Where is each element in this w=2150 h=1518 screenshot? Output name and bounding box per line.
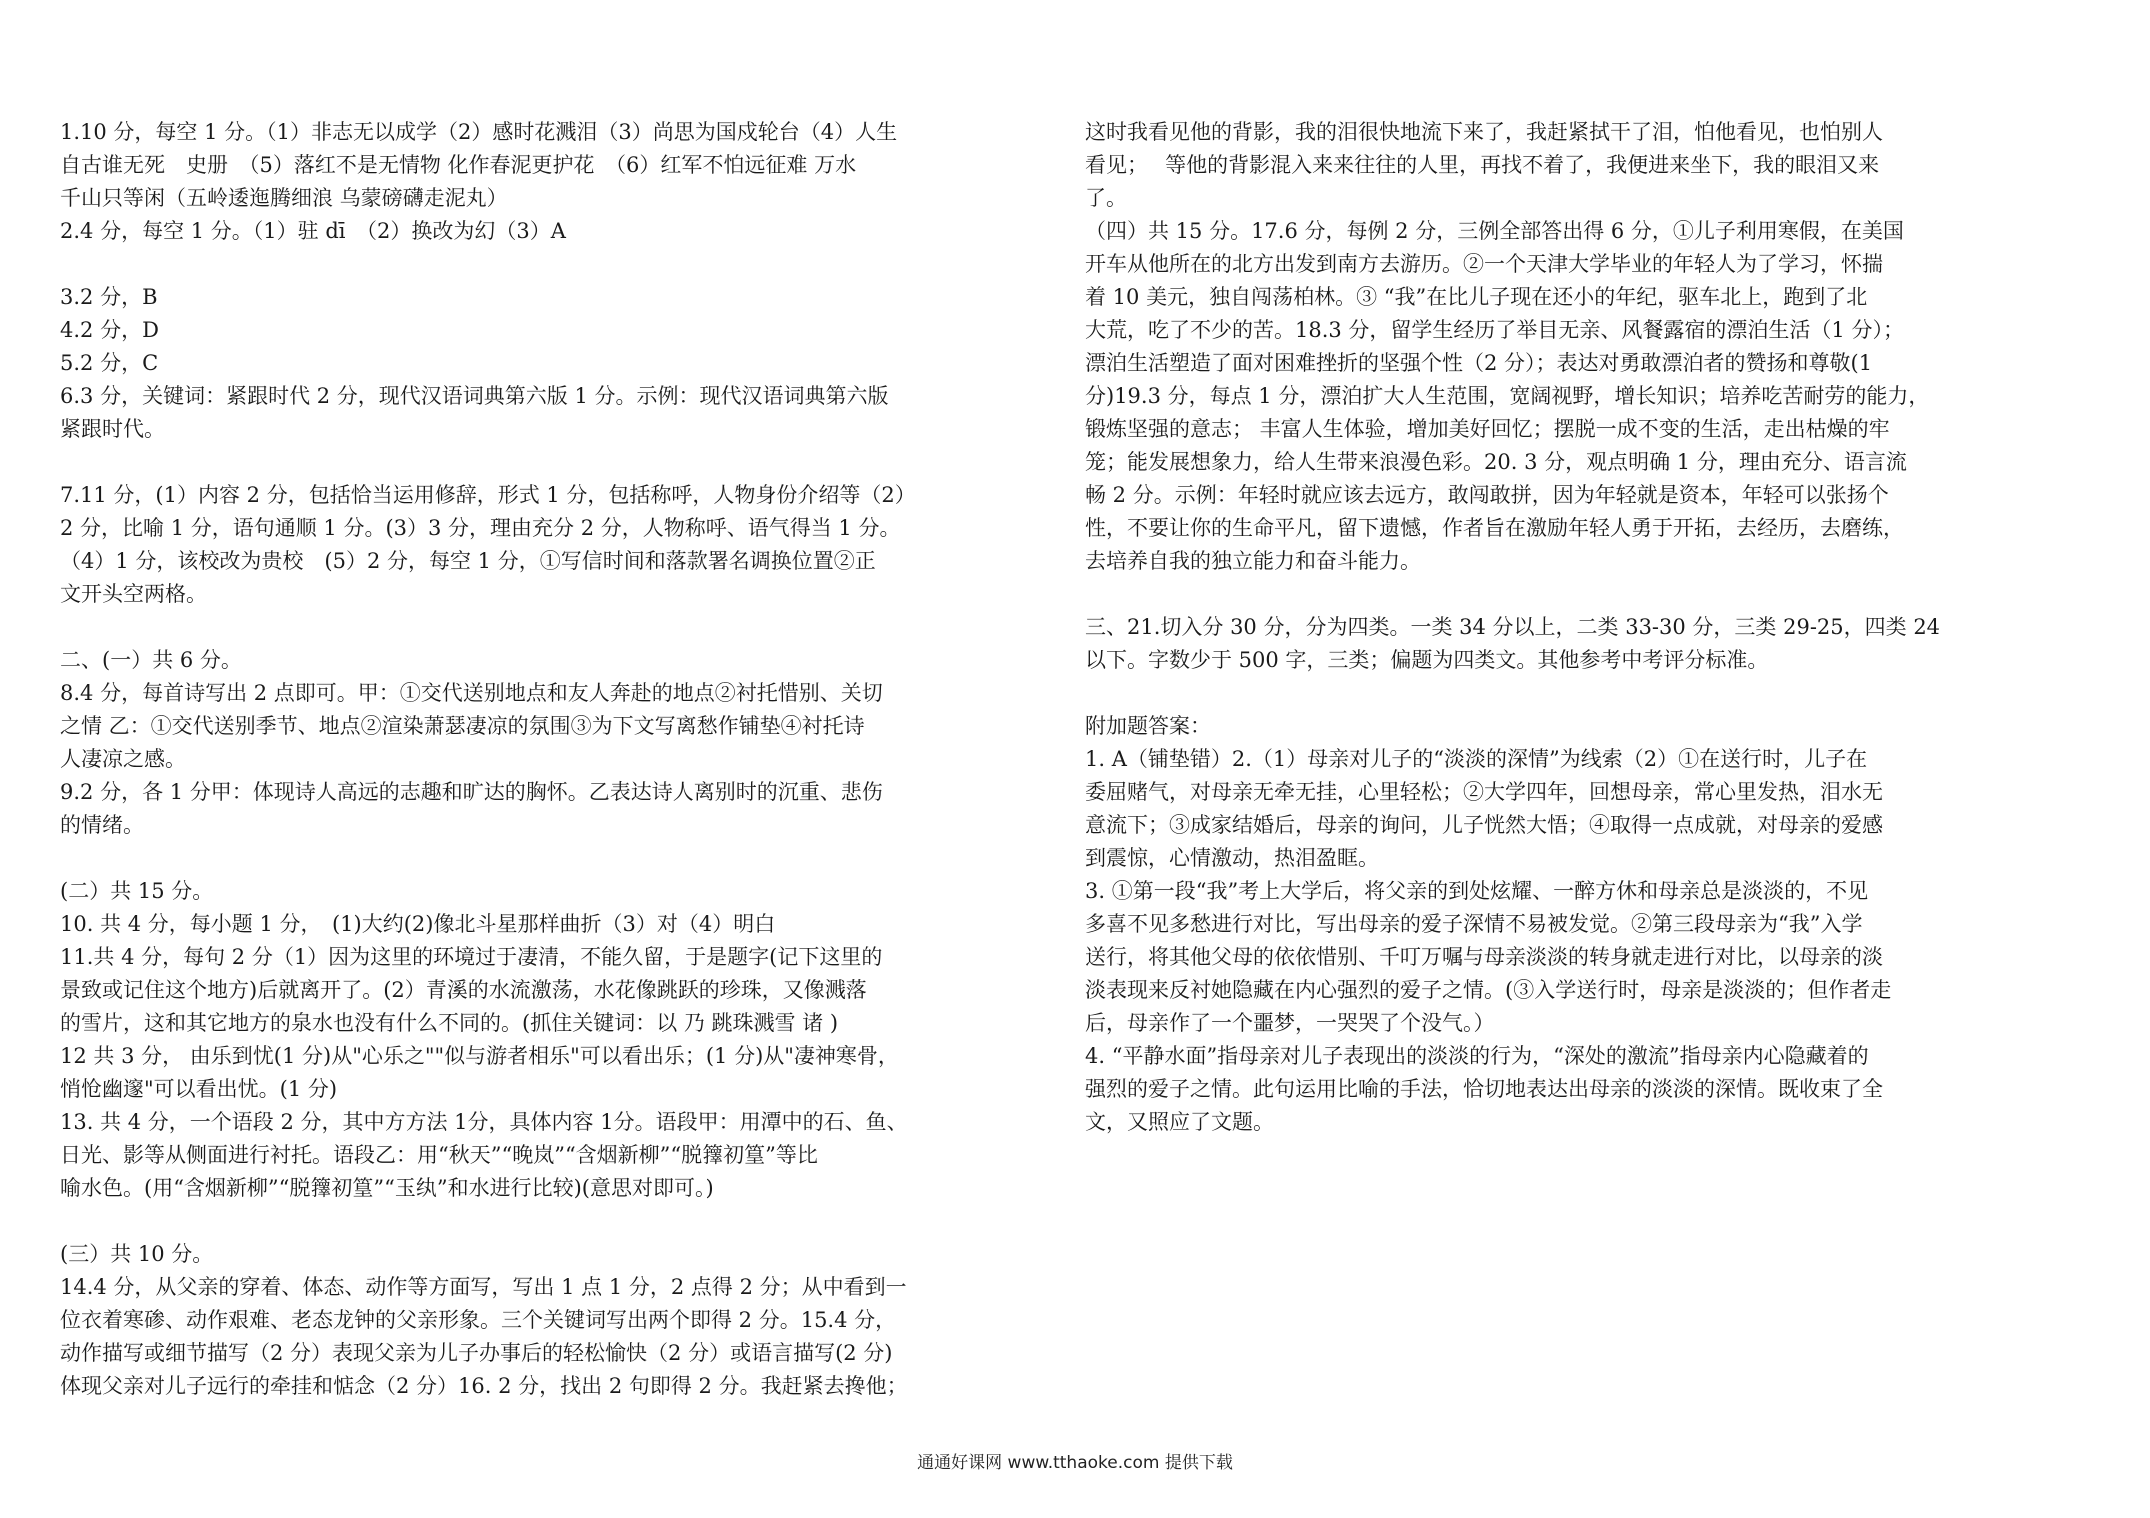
text-line: 畅 2 分。示例：年轻时就应该去远方，敢闯敢拼，因为年轻就是资本，年轻可以张扬个 <box>1085 483 1889 507</box>
text-line: 11.共 4 分，每句 2 分（1）因为这里的环境过于凄清，不能久留，于是题字(记下这里的 <box>60 945 883 969</box>
paragraph-gap <box>60 842 935 875</box>
text-line: 4. “平静水面”指母亲对儿子表现出的淡淡的行为，“深处的激流”指母亲内心隐藏着的 <box>1085 1044 1869 1068</box>
text-line: 了。 <box>1085 186 1127 210</box>
text-line: 这时我看见他的背影，我的泪很快地流下来了，我赶紧拭干了泪，怕他看见，也怕别人 <box>1085 120 1883 144</box>
text-line: 漂泊生活塑造了面对困难挫折的坚强个性（2 分）；表达对勇敢漂泊者的赞扬和尊敬(1 <box>1085 351 1873 375</box>
text-line: 2.4 分，每空 1 分。（1）驻 dī （2）换改为幻（3）A <box>60 219 566 243</box>
text-line: 喻水色。(用“含烟新柳”“脱籜初篁”“玉纨”和水进行比较)(意思对即可。) <box>60 1176 714 1200</box>
text-line: 10. 共 4 分，每小题 1 分， (1)大约(2)像北斗星那样曲折（3）对（4）明白 <box>60 912 776 936</box>
text-line: (三）共 10 分。 <box>60 1242 214 1266</box>
text-line: 7.11 分，(1）内容 2 分，包括恰当运用修辞，形式 1 分，包括称呼，人物身份介绍等（2） <box>60 483 916 507</box>
text-line: 9.2 分，各 1 分甲：体现诗人高远的志趣和旷达的胸怀。乙表达诗人离别时的沉重、悲伤 <box>60 780 883 804</box>
text-line: 分)19.3 分，每点 1 分，漂泊扩大人生范围，宽阔视野，增长知识；培养吃苦耐劳的能力， <box>1085 384 1930 408</box>
text-line: 的情绪。 <box>60 813 144 837</box>
text-line: 之情 乙：①交代送别季节、地点②渲染萧瑟凄凉的氛围③为下文写离愁作铺垫④衬托诗 <box>60 714 865 738</box>
text-line: 性，不要让你的生命平凡，留下遗憾，作者旨在激励年轻人勇于开拓，去经历，去磨练， <box>1085 516 1904 540</box>
text-line: 2 分，比喻 1 分，语句通顺 1 分。(3）3 分，理由充分 2 分，人物称呼、语气得当 1 分。 <box>60 516 901 540</box>
text-line: 送行，将其他父母的依依惜别、千叮万嘱与母亲淡淡的转身就走进行对比，以母亲的淡 <box>1085 945 1883 969</box>
paragraph-gap <box>1085 677 1960 710</box>
text-line: 动作描写或细节描写（2 分）表现父亲为儿子办事后的轻松愉快（2 分）或语言描写(2 分) <box>60 1341 893 1365</box>
text-line: 13. 共 4 分，一个语段 2 分，其中方方法 1分，具体内容 1分。语段甲：用潭中的石、鱼、 <box>60 1110 908 1134</box>
text-line: 二、(一）共 6 分。 <box>60 648 242 672</box>
paragraph-gap <box>60 248 935 281</box>
text-line: 14.4 分，从父亲的穿着、体态、动作等方面写，写出 1 点 1 分，2 点得 2 分；从中看到一 <box>60 1275 907 1299</box>
text-line: 附加题答案： <box>1085 714 1211 738</box>
paragraph-gap <box>60 1205 935 1238</box>
text-line: 体现父亲对儿子远行的牵挂和惦念（2 分）16. 2 分，找出 2 句即得 2 分。我赶紧去搀他； <box>60 1374 908 1398</box>
paragraph-gap <box>1085 578 1960 611</box>
text-line: 5.2 分，C <box>60 351 159 375</box>
text-line: 委屈赌气，对母亲无牵无挂，心里轻松；②大学四年，回想母亲，常心里发热，泪水无 <box>1085 780 1883 804</box>
text-line: 去培养自我的独立能力和奋斗能力。 <box>1085 549 1421 573</box>
text-line: （4）1 分，该校改为贵校 (5）2 分，每空 1 分，①写信时间和落款署名调换位置②正 <box>60 549 876 573</box>
text-line: 淡表现来反衬她隐藏在内心强烈的爱子之情。(③入学送行时，母亲是淡淡的；但作者走 <box>1085 978 1892 1002</box>
text-line: 意流下；③成家结婚后，母亲的询问，儿子恍然大悟；④取得一点成就，对母亲的爱感 <box>1085 813 1883 837</box>
text-line: 8.4 分，每首诗写出 2 点即可。甲：①交代送别地点和友人奔赴的地点②衬托惜别、关切 <box>60 681 883 705</box>
text-line: 开车从他所在的北方出发到南方去游历。②一个天津大学毕业的年轻人为了学习，怀揣 <box>1085 252 1883 276</box>
text-line: 3. ①第一段“我”考上大学后，将父亲的到处炫耀、一醉方休和母亲总是淡淡的，不见 <box>1085 879 1869 903</box>
text-line: 6.3 分，关键词：紧跟时代 2 分，现代汉语词典第六版 1 分。示例：现代汉语词典第六版 <box>60 384 889 408</box>
text-line: 着 10 美元，独自闯荡柏林。③ “我”在比儿子现在还小的年纪，驱车北上，跑到了北 <box>1085 285 1868 309</box>
text-line: (二）共 15 分。 <box>60 879 214 903</box>
right-column <box>1085 116 1960 1139</box>
text-line: 笼；能发展想象力，给人生带来浪漫色彩。20. 3 分，观点明确 1 分，理由充分、语言流 <box>1085 450 1907 474</box>
text-line: 文，又照应了文题。 <box>1085 1110 1274 1134</box>
text-line: （四）共 15 分。17.6 分，每例 2 分，三例全部答出得 6 分，①儿子利用寒假，在美国 <box>1085 219 1904 243</box>
footer-text: 通通好课网 www.tthaoke.com 提供下载 <box>917 1453 1233 1473</box>
text-line: 景致或记住这个地方)后就离开了。(2）青溪的水流激荡，水花像跳跃的珍珠，又像溅落 <box>60 978 867 1002</box>
left-column <box>60 116 935 1403</box>
text-line: 强烈的爱子之情。此句运用比喻的手法，恰切地表达出母亲的淡淡的深情。既收束了全 <box>1085 1077 1883 1101</box>
text-line: 后，母亲作了一个噩梦，一哭哭了个没气。） <box>1085 1011 1495 1035</box>
text-line: 紧跟时代。 <box>60 417 165 441</box>
text-line: 3.2 分，B <box>60 285 158 309</box>
text-line: 以下。字数少于 500 字，三类；偏题为四类文。其他参考中考评分标准。 <box>1085 648 1769 672</box>
text-line: 日光、影等从侧面进行衬托。语段乙：用“秋天”“晚岚”“含烟新柳”“脱籜初篁”等比 <box>60 1143 818 1167</box>
text-line: 到震惊，心情激动，热泪盈眶。 <box>1085 846 1379 870</box>
text-line: 位衣着寒碜、动作艰难、老态龙钟的父亲形象。三个关键词写出两个即得 2 分。15.4 分， <box>60 1308 897 1332</box>
text-line: 1.10 分，每空 1 分。（1）非志无以成学（2）感时花溅泪（3）尚思为国戍轮台（4）人生 <box>60 120 898 144</box>
text-line: 4.2 分，D <box>60 318 159 342</box>
text-line: 三、21.切入分 30 分，分为四类。一类 34 分以上，二类 33-30 分，三类 29-25，四类 24 <box>1085 615 1941 639</box>
text-line: 文开头空两格。 <box>60 582 207 606</box>
text-line: 的雪片，这和其它地方的泉水也没有什么不同的。(抓住关键词：以 乃 跳珠溅雪 诸 ) <box>60 1011 839 1035</box>
text-line: 悄怆幽邃"可以看出忧。(1 分) <box>60 1077 338 1101</box>
text-line: 1. A（铺垫错）2.（1）母亲对儿子的“淡淡的深情”为线索（2）①在送行时，儿子在 <box>1085 747 1868 771</box>
text-line: 看见； 等他的背影混入来来往往的人里，再找不着了，我便进来坐下，我的眼泪又来 <box>1085 153 1880 177</box>
text-line: 多喜不见多愁进行对比，写出母亲的爱子深情不易被发觉。②第三段母亲为“我”入学 <box>1085 912 1863 936</box>
paragraph-gap <box>60 446 935 479</box>
text-line: 大荒，吃了不少的苦。18.3 分，留学生经历了举目无亲、风餐露宿的漂泊生活（1 分）； <box>1085 318 1904 342</box>
text-line: 自古谁无死 史册 （5）落红不是无情物 化作春泥更护花 （6）红军不怕远征难 万水 <box>60 153 857 177</box>
text-line: 千山只等闲（五岭逶迤腾细浪 乌蒙磅礴走泥丸） <box>60 186 508 210</box>
text-line: 人凄凉之感。 <box>60 747 186 771</box>
text-line: 锻炼坚强的意志； 丰富人生体验，增加美好回忆；摆脱一成不变的生活，走出枯燥的牢 <box>1085 417 1890 441</box>
paragraph-gap <box>60 611 935 644</box>
text-line: 12 共 3 分， 由乐到忧(1 分)从"心乐之""似与游者相乐"可以看出乐；(1 分)从"凄神寒骨， <box>60 1044 899 1068</box>
